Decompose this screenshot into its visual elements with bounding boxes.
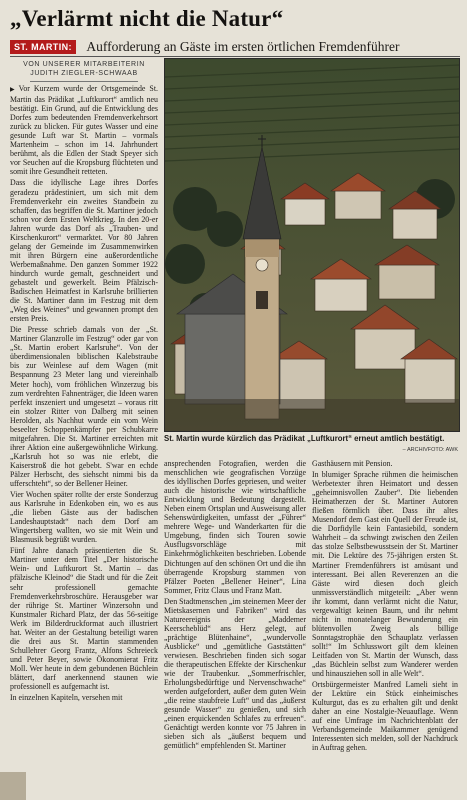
- paragraph: Vier Wochen später rollte der erste Sonderzug aus Karlsruhe in Edenkoben ein, wo es aus „die lieben Gäste aus der badischen Landeshauptstadt“ nach dem Dorf am Wingertsberg wallten, wo sie mit Wein und Blasmusik begrüßt wurden.: [10, 490, 158, 545]
- byline-label: VON UNSERER MITARBEITERIN: [23, 61, 145, 68]
- byline-rule: [30, 81, 138, 82]
- village-photo: [164, 58, 460, 432]
- paragraph-text: Vor Kurzem wurde der Ortsgemeinde St. Martin das Prädikat „Luftkurort“ amtlich neu bestätigt. Ein Grund, auf die Entwicklung des Dorfes zum bedeutenden Fremdenverkehrsort zurück zu blicken. Für gutes Wasser und eine gesunde Luft war St. Martin – vormals Martenheim – schon im 14. Jahrhundert berühmt, als die Edlen der Stadt Speyer sich vor Seuchen auf die Kropsburg flüchteten und somit ihre Gesundheit retteten.: [10, 84, 158, 177]
- village-photo-illustration: [165, 59, 459, 431]
- lead-marker-icon: ▶: [10, 87, 17, 93]
- byline-author: JUDITH ZIEGLER-SCHWAAB: [30, 70, 138, 77]
- photo-caption: St. Martin wurde kürzlich das Prädikat „Luftkurort“ erneut amtlich bestätigt.: [164, 434, 445, 443]
- headline: „Verlärmt nicht die Natur“: [10, 6, 284, 31]
- paragraph: In einzelnen Kapiteln, versehen mit: [10, 693, 123, 703]
- paragraph: Gasthäusern mit Pension.: [312, 459, 393, 468]
- text-column-2: [164, 459, 306, 792]
- paragraph: Ortsbürgermeister Manfred Lameli sieht in der Lektüre ein Stück einheimisches Kulturgut, das es zu erhalten gilt und denkt daher an eine Nostalgie-Neuauflage. Wenn auf eine Umfrage im Nachrichtenblatt der Verbandsgemeinde Maikammer genügend Interessenten sich melden, soll der Nachdruck in Auftrag gehen.: [312, 680, 458, 753]
- header-rule: [10, 56, 460, 57]
- scan-edge-mark: [0, 772, 26, 800]
- paragraph: Die Presse schrieb damals von der „St. Martiner Glanzrolle im Festzug“ oder gar von „St. Martin erobert Karlsruhe“. Von der überdimensionalen biblischen Kalebstraube bis zur Weinlese auf dem Wagen (mit Bespannung 23 Meter lang und viereinhalb Meter hoch), vom fröhlichen Winzerzug bis zum verdrehten Fahnenträger, die Ideen waren perfekt inszeniert und umgesetzt – voraus ritt ein stolzer Ritter von Dalberg mit seinen Herolden, als Nachhut wurde ein vom Wein beseelter Schoppenkämpfer per Schubkarre mitgefahren. Die St. Martiner erreichten mit ihrer Aktion eine außergewöhnliche Wirkung. „Karlsruh hot so was nie erlebt, die Kaiserstroß die hot gebebt. S'war en echde Pälzer Herbscht, des siehscht nimmi bis da ufferschteht“, so der Bellener Heiner.: [10, 325, 158, 489]
- photo-credit: – ARCHIVFOTO: AWK: [402, 447, 458, 453]
- text-column-3: [312, 459, 458, 792]
- paragraph: Den Stadtmenschen „im steinernen Meer der Mietskasernen und Fabriken“ wird das Natureereignis der „Maddemer Keerscheblüd“ ans Herz gelegt, auf „prächtige Blütenhaine“, „wundervolle Ausblicke“ und „gemütliche Gaststätten“ verwiesen. Beschrieben finden sich sogar die therapeutischen Effekte der Kirschenkur wie der Traubenkur. „Sommerfrischler, Erholungsbedürftige und Nervenschwache“ werden aufgefordert, außer dem guten Wein „die reine staubfreie Luft“ und das „äußerst gesunde Wasser“ zu genießen, und sich „einen erquickenden Schlafes zu erfreuen“. Genächtigt werden konnte vor 75 Jahren in sieben sich als „äußerst bequem und gemütlich“ empfehlenden St. Martiner: [164, 596, 306, 751]
- paragraph: Fünf Jahre danach präsentierten die St. Martiner unter dem Titel „Der historische Wein- und Luftkurort St. Martin – das pfälzische Kleinod“ die Stadt und für die Zeit sehr professionell gemachte Fremdenverkehrsbroschüre. Herausgeber war der rührige St. Martiner Winzersohn und Kunstmaler Richard Platz, der das 56-seitige Werk im Bilderdruckformat auch illustriert hat. Weiter an der Gestaltung beteiligt waren die drei aus St. Martin stammenden Schullehrer Georg Frantz, Alfons Schreieck und Peter Beyer, sowie Ökonomierat Fritz Moll. Wer heute in dem gebundenen Büchlein blättert, darf anerkennend staunen wie professionell es aufgemacht ist.: [10, 546, 158, 692]
- byline: [10, 60, 158, 78]
- text-column-1: [10, 84, 158, 792]
- paragraph: In blumiger Sprache rühmen die heimischen Werbetexter ihren Heimatort und dessen „geheimnisvollen Zauber“. Die liebenden Heimatherzen der St. Martiner Autoren fließen förmlich über. Dass ihr altes Musendorf dem Gast ein Quell der Freude ist, die Dorfidylle kein Fantasiebild, sondern Wahrheit – da schwingt zwischen den Zeilen das stolze Selbstbewusstsein der St. Martiner mit. Die Lektüre des 75-jährigen ersten St. Martiner Fremdenführers ist amüsant und interessant. Bei allen Reverenzen an die Gäste wird diesen doch gleich unmissverständlich mitgeteilt: „Aber wenn ihr kommt, dann verlärmt nicht die Natur, vergewaltigt keinen Baum, und ihr nehmt nicht in monatelanger Bewunderung ein blütenvollen Zweig als billige Sonntagstrophäe den Schauplatz verlassen sollt!“ Im Schlusswort gilt dem kleinen Leitfaden von St. Martin der Wunsch, dass „das Büchlein selbst zum Wanderer werden und hinausziehen soll in alle Welt“.: [312, 470, 458, 679]
- subheadline: [10, 38, 460, 56]
- kicker: Aufforderung an Gäste im ersten örtlichen Fremdenführer: [86, 38, 400, 54]
- location-tag: ST. MARTIN:: [10, 40, 76, 54]
- paragraph: Dass die idyllische Lage ihres Dorfes geradezu prädestiniert, um sich mit dem Fremdenverkehr ein zweites Standbein zu schaffen, das begriffen die St. Martiner jedoch schon vor dem Ersten Weltkrieg. In den 20-er Jahren wurde das Dorf als „Trauben- und Kirschenkurort“ vermarktet. Vor 80 Jahren gelang der Gemeinde im Zusammenwirken mit ihren Bürgern eine außerordentliche Werbemaßnahme. Den ganzen Sommer 1922 hindurch wurde gemalt, geschneidert und gebastelt und gewerkelt. Beim Pfälzisch-Badischen Heimatfest in Karlsruhe brillierten die St. Martiner dann im Festzug mit dem „Weg des Weines“ und gewannen prompt den ersten Preis.: [10, 178, 158, 324]
- paragraph: ansprechenden Fotografien, werden die menschlichen wie geografischen Vorzüge des idyllischen Dorfes gepriesen, und weiter auch die historische wie wirtschaftliche Entwicklung und Bedeutung dargestellt. Neben einem Ortsplan und Ausweisung aller Sehenswürdigkeiten, umfasst der „Führer“ mehrere Wege- und Wanderkarten für die Umgebung, finden sich Touren sowie Ausflugsvorschläge mit Einkehrmöglichkeiten beschrieben. Lobende Dichtungen auf den schönen Ort und die ihn überragende Kropsburg stammen von Pfälzer Poeten „Bellener Heiner“, Lina Sommer, Fritz Claus und Franz Matt.: [164, 459, 306, 595]
- paragraph: [10, 84, 158, 176]
